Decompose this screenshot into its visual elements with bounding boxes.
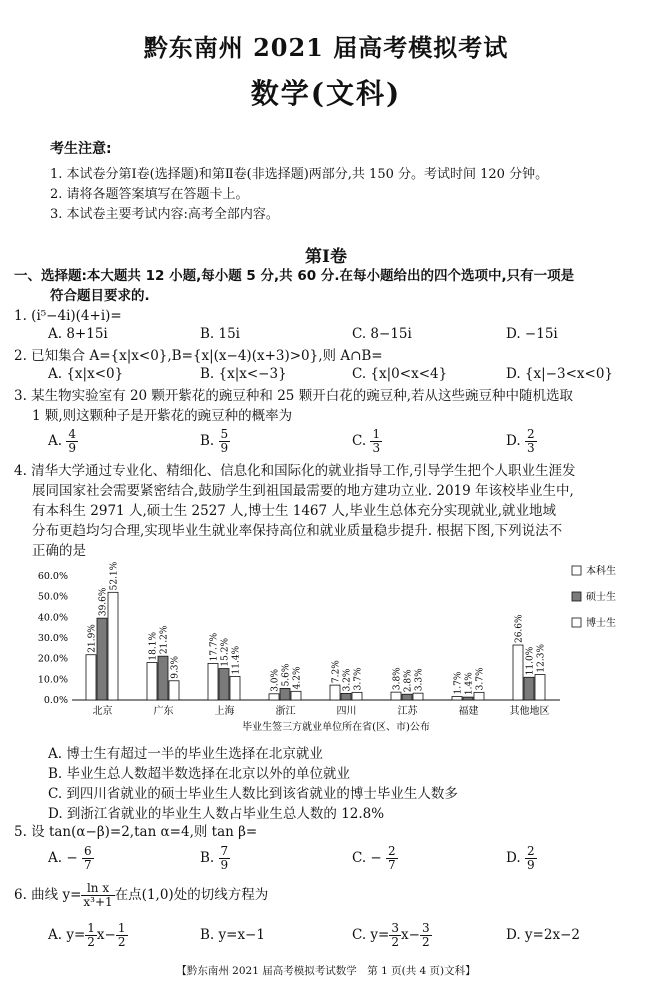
bar-硕士生-浙江	[280, 688, 290, 700]
bar-博士生-浙江	[291, 691, 301, 700]
x-tick-label: 其他地区	[509, 706, 550, 717]
data-label: 21.2%	[159, 625, 170, 655]
data-label: 9.3%	[170, 655, 181, 679]
q6-option-a[interactable]: A. y= $\frac{1}{2}$ x− $\frac{1}{2}$	[48, 921, 126, 949]
data-label: 7.2%	[331, 660, 342, 684]
x-axis-title: 毕业生签三方就业单位所在省(区、市)公布	[242, 722, 430, 733]
legend-label: 本科生	[586, 566, 616, 577]
q1-option-d[interactable]: D. −15i	[506, 326, 558, 342]
x-tick-label: 浙江	[275, 706, 296, 717]
bar-硕士生-福建	[463, 697, 473, 700]
bar-本科生-北京	[86, 655, 96, 700]
q5-option-b[interactable]: B. $\frac{7}{9}$	[200, 844, 229, 872]
x-tick-label: 四川	[336, 706, 357, 717]
data-label: 26.6%	[514, 614, 525, 644]
bar-博士生-其他地区	[535, 675, 545, 700]
q6-option-b[interactable]: B. y=x−1	[200, 927, 265, 943]
q4-option-a[interactable]: A. 博士生有超过一半的毕业生选择在北京就业	[48, 746, 323, 762]
notice-item: 1. 本试卷分第Ⅰ卷(选择题)和第Ⅱ卷(非选择题)两部分,共 150 分。考试时间 120 分钟。	[50, 167, 549, 182]
data-label: 3.2%	[342, 668, 353, 692]
bar-硕士生-江苏	[402, 694, 412, 700]
q3-option-b[interactable]: B. $\frac{5}{9}$	[200, 427, 229, 455]
data-label: 3.0%	[270, 668, 281, 692]
bar-本科生-福建	[452, 696, 462, 700]
data-label: 4.2%	[292, 666, 303, 690]
y-tick-label: 50.0%	[37, 591, 68, 603]
q1-option-b[interactable]: B. 15i	[200, 326, 240, 342]
data-label: 3.3%	[414, 668, 425, 692]
q4-option-d[interactable]: D. 到浙江省就业的毕业生人数占毕业生总人数的 12.8%	[48, 806, 385, 822]
q5-option-c[interactable]: C. − $\frac{2}{7}$	[352, 844, 396, 872]
q1-option-c[interactable]: C. 8−15i	[352, 326, 412, 342]
y-tick-label: 0.0%	[43, 695, 68, 706]
bar-本科生-江苏	[391, 692, 401, 700]
y-tick-label: 20.0%	[37, 653, 68, 665]
bar-本科生-四川	[330, 685, 340, 700]
data-label: 12.3%	[536, 643, 547, 673]
question-6-stem: 6. 曲线 y= $\frac{\text{ln x}}{\text{x³+1}}$ 在点(1,0)处的切线方程为	[14, 881, 269, 909]
question-1-stem: 1. (i⁵−4i)(4+i)=	[14, 308, 122, 324]
q2-option-c[interactable]: C. {x|0<x<4}	[352, 366, 448, 382]
notice-item: 3. 本试卷主要考试内容:高考全部内容。	[50, 207, 279, 222]
bar-本科生-上海	[208, 663, 218, 700]
bar-本科生-其他地区	[513, 645, 523, 700]
q2-option-d[interactable]: D. {x|−3<x<0}	[506, 366, 613, 382]
data-label: 1.4%	[464, 672, 475, 696]
y-tick-label: 30.0%	[37, 633, 68, 644]
data-label: 3.7%	[475, 667, 486, 691]
q4-option-c[interactable]: C. 到四川省就业的硕士毕业生人数比到该省就业的博士毕业生人数多	[48, 786, 458, 802]
part-title: 第Ⅰ卷	[305, 247, 347, 267]
bar-博士生-江苏	[413, 693, 423, 700]
employment-bar-chart	[20, 560, 640, 738]
data-label: 3.8%	[392, 667, 403, 691]
legend-swatch	[572, 618, 581, 627]
question-4-stem-line: 正确的是	[32, 543, 86, 559]
question-4-stem-line: 有本科生 2971 人,硕士生 2527 人,博士生 1467 人,毕业生总体充分实现就业,就业地域	[32, 503, 556, 519]
bar-博士生-广东	[169, 681, 179, 700]
question-3-stem: 3. 某生物实验室有 20 颗开紫花的豌豆种和 25 颗开白花的豌豆种,若从这些豌豆种中随机选取	[14, 388, 573, 404]
bar-硕士生-广东	[158, 656, 168, 700]
data-label: 18.1%	[148, 631, 159, 661]
bar-硕士生-上海	[219, 669, 229, 700]
bar-本科生-浙江	[269, 694, 279, 700]
x-tick-label: 北京	[92, 706, 113, 717]
q2-option-a[interactable]: A. {x|x<0}	[48, 366, 124, 382]
x-tick-label: 福建	[458, 706, 479, 717]
q3-option-d[interactable]: D. $\frac{2}{3}$	[506, 427, 535, 455]
y-tick-label: 40.0%	[37, 612, 68, 624]
data-label: 11.4%	[231, 645, 242, 675]
data-label: 21.9%	[87, 624, 98, 653]
legend-swatch	[572, 566, 581, 575]
data-label: 2.8%	[403, 669, 414, 693]
q3-option-c[interactable]: C. $\frac{1}{3}$	[352, 427, 381, 455]
y-tick-label: 10.0%	[37, 674, 68, 686]
y-tick-label: 60.0%	[37, 571, 68, 582]
data-label: 15.2%	[220, 637, 231, 667]
data-label: 52.1%	[109, 561, 120, 591]
notice-item: 2. 请将各题答案填写在答题卡上。	[50, 187, 249, 202]
legend-label: 硕士生	[586, 592, 616, 603]
x-tick-label: 上海	[214, 706, 235, 717]
bar-硕士生-北京	[97, 618, 107, 700]
exam-title: 黔东南州 2021 届高考模拟考试	[143, 33, 509, 62]
q5-option-d[interactable]: D. $\frac{2}{9}$	[506, 844, 535, 872]
bar-博士生-北京	[108, 592, 118, 700]
question-4-stem-line: 分布更趋均匀合理,实现毕业生就业率保持高位和就业质量稳步提升. 根据下图,下列说法不	[32, 523, 563, 539]
data-label: 5.6%	[281, 663, 292, 687]
data-label: 11.0%	[525, 646, 536, 676]
question-4-stem-line: 展同国家社会需要紧密结合,鼓励学生到祖国最需要的地方建功立业. 2019 年该校毕业生中,	[32, 483, 574, 499]
x-tick-label: 广东	[153, 706, 174, 717]
data-label: 1.7%	[453, 671, 464, 695]
q6-option-d[interactable]: D. y=2x−2	[506, 927, 580, 943]
question-5-stem: 5. 设 tan(α−β)=2,tan α=4,则 tan β=	[14, 824, 258, 840]
bar-博士生-四川	[352, 692, 362, 700]
page-footer: 【黔东南州 2021 届高考模拟考试数学 第 1 页(共 4 页)文科】	[176, 965, 476, 977]
question-4-stem-line: 4. 清华大学通过专业化、精细化、信息化和国际化的就业指导工作,引导学生把个人职业生涯发	[14, 463, 576, 479]
x-tick-label: 江苏	[397, 706, 418, 717]
legend-swatch	[572, 592, 581, 601]
data-label: 39.6%	[98, 587, 109, 617]
q3-option-a[interactable]: A. $\frac{4}{9}$	[48, 427, 76, 455]
bar-硕士生-四川	[341, 693, 351, 700]
section-title: 一、选择题:本大题共 12 小题,每小题 5 分,共 60 分.在每小题给出的四个选项中,只有一项是 符合题目要求的.	[14, 268, 575, 304]
data-label: 17.7%	[209, 632, 220, 662]
bar-博士生-上海	[230, 676, 240, 700]
bar-硕士生-其他地区	[524, 677, 534, 700]
q6-option-c[interactable]: C. y= $\frac{3}{2}$ x− $\frac{3}{2}$	[352, 921, 430, 949]
notice-heading: 考生注意:	[50, 141, 112, 157]
bar-本科生-广东	[147, 663, 157, 700]
bar-博士生-福建	[474, 692, 484, 700]
question-2-stem: 2. 已知集合 A={x|x<0},B={x|(x−4)(x+3)>0},则 A∩B=	[14, 348, 383, 364]
q5-option-a[interactable]: A. − $\frac{6}{7}$	[48, 844, 92, 872]
q2-option-b[interactable]: B. {x|x<−3}	[200, 366, 287, 382]
exam-subtitle: 数学(文科)	[250, 77, 402, 110]
q1-option-a[interactable]: A. 8+15i	[48, 326, 108, 342]
question-3-stem-cont: 1 颗,则这颗种子是开紫花的豌豆种的概率为	[32, 408, 293, 424]
q4-option-b[interactable]: B. 毕业生总人数超半数选择在北京以外的单位就业	[48, 766, 351, 782]
legend-label: 博士生	[586, 618, 616, 629]
data-label: 3.7%	[353, 667, 364, 691]
